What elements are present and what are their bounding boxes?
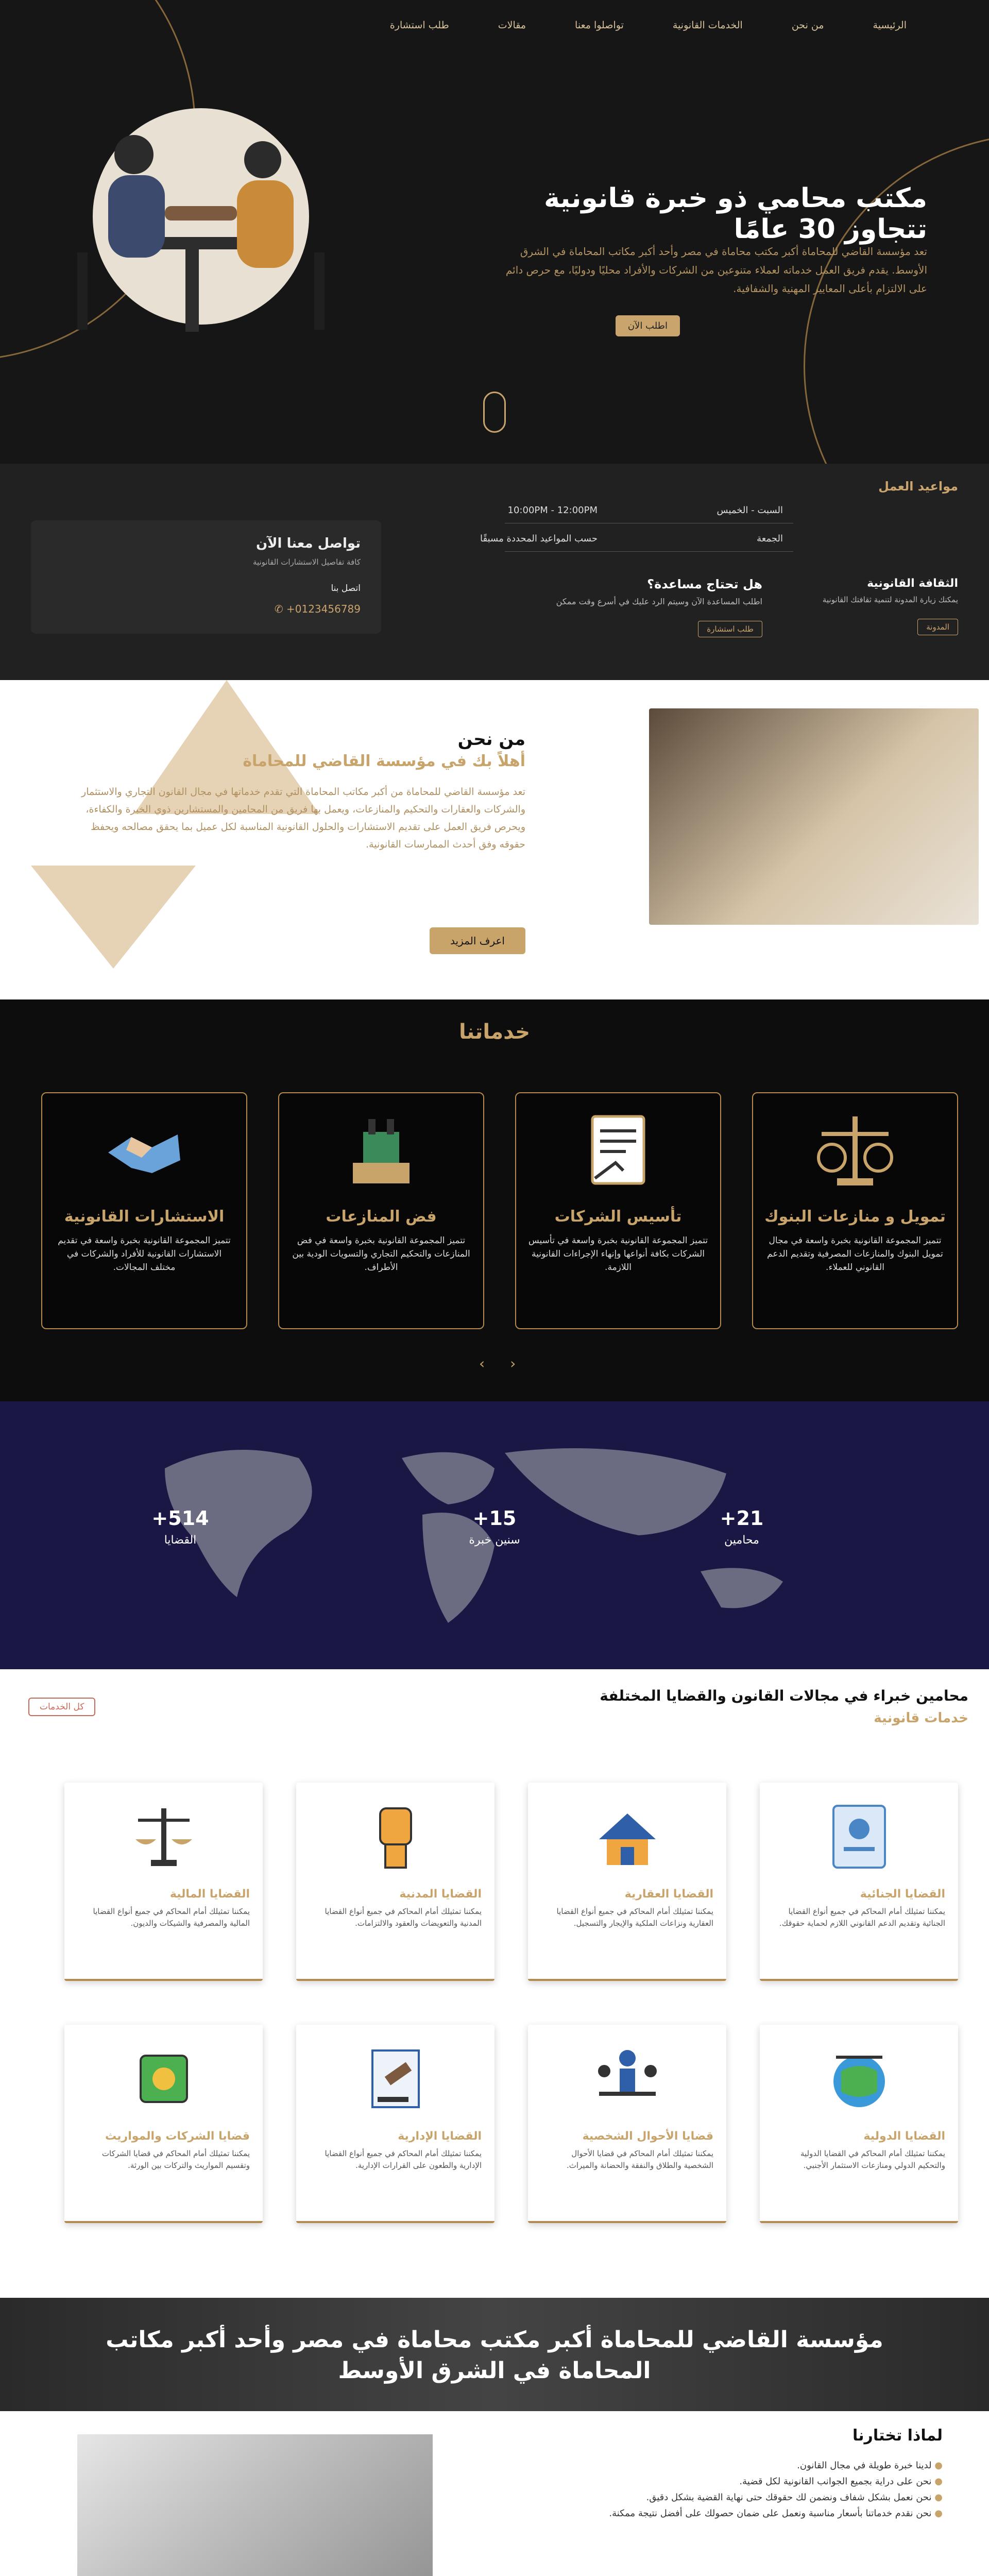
why-title: لماذا تختارنا [852,2427,943,2445]
hero-text: تعد مؤسسة القاضي للمحاماة أكبر مكتب محاماة في مصر وأحد أكبر مكاتب المحاماة في الشرق الأوسط. يقدم فريق العمل خدماته لعملاء متنوعين من الشركات والأفراد محليًا ودوليًا، مع حرص دائم على الالتزام بأعلى المعايير المهنية والشفافية. [505,245,927,295]
nav-about[interactable]: من نحن [791,20,824,31]
service-title: تأسيس الشركات [554,1208,682,1226]
service-text: تتميز المجموعة القانونية بخبرة واسعة في تقديم الاستشارات القانونية للأفراد والشركات في مختلف المجالات. [58,1235,231,1273]
why-item [520,2473,943,2489]
case-text: يمكننا تمثيلك أمام المحاكم في قضايا الأحوال الشخصية والطلاق والنفقة والحضانة والميراث. [566,2149,713,2170]
culture-text: يمكنك زيارة المدونة لتنمية ثقافتك القانونية [822,595,958,604]
hero-section [0,0,989,464]
judge-gavel-image [649,708,979,925]
check-icon: ● [931,2476,943,2487]
contact-call-label: اتصل بنا [331,583,361,594]
case-card[interactable] [760,1783,958,1981]
case-title: قضايا الأحوال الشخصية [582,2130,713,2143]
blog-button[interactable]: المدونة [917,619,958,635]
why-item [520,2458,943,2473]
case-title: القضايا الجنائية [860,1888,945,1901]
case-card[interactable] [64,1783,263,1981]
hero-title: مكتب محامي ذو خبرة قانونية تتجاوز 30 عامًا [544,183,927,245]
case-text: يمكننا تمثيلك أمام المحاكم في القضايا الدولية والتحكيم الدولي ومنازعات الاستثمار الأجنبي. [800,2149,945,2170]
case-card[interactable] [64,2025,263,2223]
service-text: تتميز المجموعة القانونية بخبرة واسعة في مجال تمويل البنوك والمنازعات المصرفية وتقديم الدعم القانوني للعملاء. [767,1235,943,1273]
case-title: القضايا المدنية [399,1888,482,1901]
divider [505,551,793,552]
case-text: يمكننا تمثيلك أمام المحاكم في جميع أنواع القضايا المالية والمصرفية والشيكات والديون. [93,1907,250,1928]
help-block [505,577,762,637]
service-title: فض المنازعات [326,1208,437,1226]
slogan-banner [0,2298,989,2411]
services-section [0,999,989,1401]
culture-title: الثقافة القانونية [867,577,958,590]
check-icon: ● [931,2492,943,2503]
international-scale-icon [813,2035,906,2123]
stat-label: القضايا [164,1534,197,1547]
culture-block [804,577,958,635]
contact-phone-number: +0123456789 [286,603,361,615]
why-list [520,2458,943,2521]
case-card[interactable] [528,1783,726,1981]
service-card[interactable] [752,1092,958,1329]
lawyers-handshake-illustration [46,82,366,350]
service-card[interactable] [41,1092,247,1329]
inheritance-money-icon [117,2035,210,2123]
service-title: الاستشارات القانونية [64,1208,225,1226]
case-title: القضايا الدولية [863,2130,945,2143]
case-text: يمكننا تمثيلك أمام المحاكم في قضايا الشركات وتقسيم المواريث والتركات بين الورثة. [101,2149,250,2170]
cases-title: محامين خبراء في مجالات القانون والقضايا المختلفة [600,1687,968,1704]
services-title: خدماتنا [458,1020,531,1044]
nav-home[interactable]: الرئيسية [873,20,907,31]
money-scale-icon [117,1793,210,1880]
why-item [520,2489,943,2505]
carousel-arrows[interactable]: ‹ › [479,1355,526,1372]
service-card[interactable] [515,1092,721,1329]
check-icon: ● [931,2460,943,2471]
case-text: يمكننا تمثيلك أمام المحاكم في جميع أنواع القضايا المدنية والتعويضات والعقود والالتزامات. [325,1907,482,1928]
real-estate-icon [581,1793,674,1880]
why-item-text: نحن نقدم خدماتنا بأسعار مناسبة ونعمل على ضمان حصولك على أفضل نتيجة ممكنة. [609,2508,932,2519]
why-item-text: نحن نعمل بشكل شفاف ونضمن لك حقوقك حتى نهاية القضية بشكل دقيق. [646,2492,932,2503]
info-strip [0,464,989,680]
dispute-icon [335,1109,428,1196]
hours-day: الجمعة [757,533,783,544]
about-title: أهلاً بك في مؤسسة القاضي للمحاماة [243,752,525,770]
cases-subtitle: خدمات قانونية [874,1710,968,1726]
service-text: تتميز المجموعة القانونية بخبرة واسعة في فض المنازعات والتحكيم التجاري والتسويات الودية بين الأطراف. [292,1235,470,1273]
case-text: يمكننا تمثيلك أمام المحاكم في جميع أنواع القضايا العقارية ونزاعات الملكية والإيجار والتسجيل. [556,1907,713,1928]
family-icon [581,2035,674,2123]
stat-number: 21+ [720,1507,764,1530]
contract-icon [572,1109,664,1196]
help-title: هل تحتاج مساعدة؟ [647,577,762,591]
civil-fist-icon [349,1793,442,1880]
check-icon: ● [931,2508,943,2519]
case-title: القضايا العقارية [624,1888,713,1901]
stats-section [0,1401,989,1669]
service-card[interactable] [278,1092,484,1329]
stat-lawyers [690,1507,793,1547]
stat-years [443,1507,546,1547]
consult-button[interactable]: طلب استشارة [698,621,762,637]
service-text: تتميز المجموعة القانونية بخبرة واسعة في تأسيس الشركات بكافة أنواعها وإنهاء الإجراءات القانونية اللازمة. [528,1235,708,1273]
case-card[interactable] [528,2025,726,2223]
administrative-gavel-icon [349,2035,442,2123]
why-us-section [0,2411,989,2576]
contact-sub: كافة تفاصيل الاستشارات القانونية [252,557,361,567]
bank-scale-icon [809,1109,901,1196]
service-title: تمويل و منازعات البنوك [764,1208,946,1226]
case-title: القضايا المالية [169,1888,250,1901]
handshake-icon [98,1109,191,1196]
nav-contact[interactable]: تواصلوا معنا [575,20,624,31]
nav-consult[interactable]: طلب استشارة [389,20,449,31]
hours-time: حسب المواعيد المحددة مسبقًا [480,533,598,544]
about-small-title: من نحن [457,729,525,750]
scroll-down-icon[interactable] [483,392,506,433]
about-text: تعد مؤسسة القاضي للمحاماة من أكبر مكاتب المحاماة التي تقدم خدماتها في مجال القانون التجاري والاستثمار والشركات والعقارات والتحكيم والمنازعات، ويعمل بها فريق من المحامين والمستشارين ذوي الخبرة والكفاءة، ويحرص فريق العمل على تقديم الاستشارات والحلول القانونية المناسبة لكل عميل بما يحقق مصالحه ويحفظ حقوقه وفق أحدث الممارسات القانونية. [81,786,525,850]
signing-document-image [77,2434,433,2576]
about-section [0,680,989,999]
stat-label: سنين خبرة [469,1534,520,1547]
stat-label: محامين [724,1534,759,1547]
case-card[interactable] [296,2025,494,2223]
case-text: يمكننا تمثيلك أمام المحاكم في جميع أنواع القضايا الجنائية وتقديم الدعم القانوني اللازم لحماية حقوقك. [779,1907,945,1928]
help-text: اطلب المساعدة الآن وسيتم الرد عليك في أسرع وقت ممكن [556,597,762,606]
nav-articles[interactable]: مقالات [498,20,526,31]
about-more-button[interactable]: اعرف المزيد [430,927,525,954]
contact-title: تواصل معنا الآن [255,536,361,551]
nav-services[interactable]: الخدمات القانونية [672,20,743,31]
why-item-text: لدينا خبرة طويلة في مجال القانون. [797,2460,932,2471]
case-title: القضايا الإدارية [398,2130,482,2143]
all-services-button[interactable]: كل الخدمات [28,1698,95,1716]
case-title: قضايا الشركات والمواريث [105,2130,250,2143]
stat-cases [129,1507,232,1547]
decorative-triangle [31,866,196,969]
banner-text: مؤسسة القاضي للمحاماة أكبر مكتب محاماة في مصر وأحد أكبر مكاتب المحاماة في الشرق الأوسط [106,2327,883,2384]
case-text: يمكننا تمثيلك أمام المحاكم في جميع أنواع القضايا الإدارية والطعون على القرارات الإدارية. [325,2149,482,2170]
cases-section [0,1669,989,2298]
hours-day: السبت - الخميس [717,505,783,516]
contact-box [31,520,381,634]
phone-icon: ✆ [274,603,286,615]
contact-phone[interactable] [275,603,361,615]
main-nav [390,20,907,31]
case-card[interactable] [760,2025,958,2223]
stat-number: 15+ [472,1507,517,1530]
hours-time: 10:00PM - 12:00PM [507,505,598,516]
case-card[interactable] [296,1783,494,1981]
why-item-text: نحن على دراية بجميع الجوانب القانونية لكل قضية. [739,2476,932,2487]
hero-order-button[interactable]: اطلب الآن [616,315,680,336]
stat-number: 514+ [151,1507,209,1530]
hours-title: مواعيد العمل [878,479,958,494]
criminal-file-icon [813,1793,906,1880]
why-item [520,2505,943,2521]
